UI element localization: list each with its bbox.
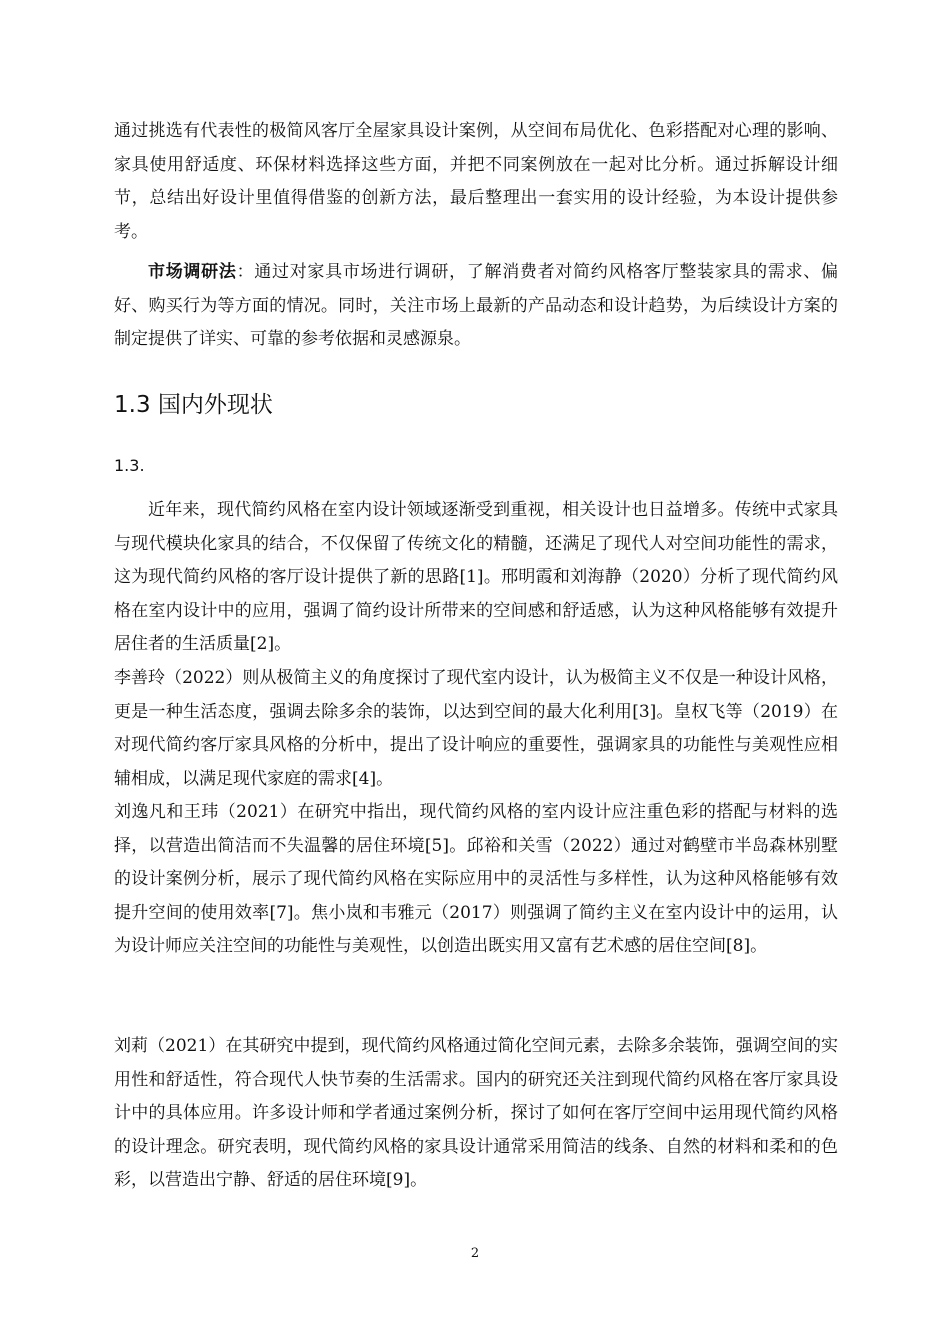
market-research-label: 市场调研法 xyxy=(148,262,237,282)
paragraph-case-study: 通过挑选有代表性的极简风客厅全屋家具设计案例，从空间布局优化、色彩搭配对心理的影响、家具使用舒适度、环保材料选择这些方面，并把不同案例放在一起对比分析。通过拆解设计细节，总结出好设计里值得借鉴的创新方法，最后整理出一套实用的设计经验，为本设计提供参考。 xyxy=(114,121,838,242)
paragraph-liu-yifan: 刘逸凡和王玮（2021）在研究中指出，现代简约风格的室内设计应注重色彩的搭配与材料的选择，以营造出简洁而不失温馨的居住环境[5]。邱裕和关雪（2022）通过对鹤壁市半岛森林别墅的设计案例分析，展示了现代简约风格在实际应用中的灵活性与多样性，认为这种风格能够有效提升空间的使用效率[7]。焦小岚和韦雅元（2017）则强调了简约主义在室内设计中的运用，认为设计师应关注空间的功能性与美观性，以创造出既实用又富有艺术感的居住空间[8]。 xyxy=(114,802,838,957)
paragraph-li-shanling: 李善玲（2022）则从极简主义的角度探讨了现代室内设计，认为极简主义不仅是一种设计风格，更是一种生活态度，强调去除多余的装饰，以达到空间的最大化利用[3]。皇权飞等（2019）在对现代简约客厅家具风格的分析中，提出了设计响应的重要性，强调家具的功能性与美观性应相辅相成，以满足现代家庭的需求[4]。 xyxy=(114,668,838,789)
paragraph-recent-years: 近年来，现代简约风格在室内设计领域逐渐受到重视，相关设计也日益增多。传统中式家具与现代模块化家具的结合，不仅保留了传统文化的精髓，还满足了现代人对空间功能性的需求，这为现代简约风格的客厅设计提供了新的思路[1]。邢明霞和刘海静（2020）分析了现代简约风格在室内设计中的应用，强调了简约设计所带来的空间感和舒适感，认为这种风格能够有效提升居住者的生活质量[2]。 xyxy=(114,500,838,655)
paragraph-market-research xyxy=(114,256,838,357)
market-research-text: ：通过对家具市场进行调研，了解消费者对简约风格客厅整装家具的需求、偏好、购买行为等方面的情况。同时，关注市场上最新的产品动态和设计趋势，为后续设计方案的制定提供了详实、可靠的参考依据和灵感源泉。 xyxy=(114,262,839,350)
subsection-heading: 1.3. xyxy=(114,456,145,475)
section-heading: 1.3 国内外现状 xyxy=(114,392,273,418)
page-number: 2 xyxy=(470,1246,480,1261)
paragraph-liu-li: 刘莉（2021）在其研究中提到，现代简约风格通过简化空间元素，去除多余装饰，强调空间的实用性和舒适性，符合现代人快节奏的生活需求。国内的研究还关注到现代简约风格在客厅家具设计中的具体应用。许多设计师和学者通过案例分析，探讨了如何在客厅空间中运用现代简约风格的设计理念。研究表明，现代简约风格的家具设计通常采用简洁的线条、自然的材料和柔和的色彩，以营造出宁静、舒适的居住环境[9]。 xyxy=(114,1036,838,1191)
